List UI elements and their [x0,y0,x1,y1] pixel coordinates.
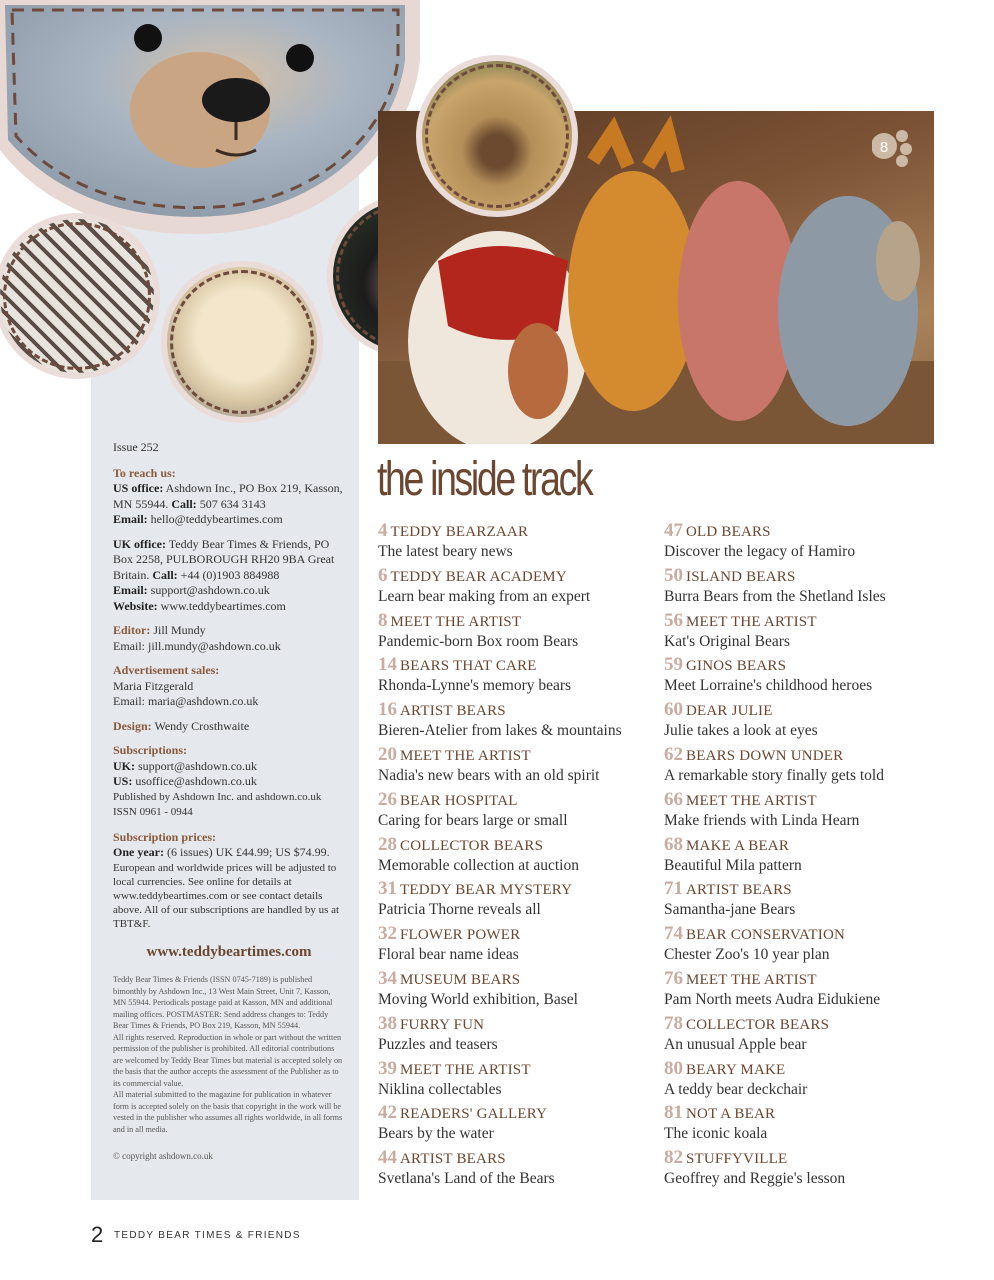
toc-description: The latest beary news [378,543,513,560]
toc-title: BEARY MAKE [686,1061,786,1078]
toc-page-number: 34 [378,967,397,989]
ads-name: Maria Fitzgerald [113,678,194,693]
toc-page-number: 42 [378,1102,397,1124]
toc-description: Meet Lorraine's childhood heroes [664,677,873,695]
one-year-label: One year: [113,845,164,859]
toc-title: DEAR JULIE [686,703,773,720]
uk-email-label: Email: [113,583,148,597]
toc-entry[interactable] [378,655,668,700]
toc-title: BEAR HOSPITAL [400,792,518,809]
editor-label: Editor: [113,623,151,637]
uk-office-label: UK office: [113,536,166,551]
toc-page-number: 8 [378,609,388,631]
ads-email[interactable]: Email: maria@ashdown.co.uk [113,694,259,708]
subs-heading: Subscriptions: [113,743,188,757]
toc-description: Pandemic-born Box room Bears [378,632,579,650]
toc-title: MEET THE ARTIST [686,792,817,809]
toc-page-number: 50 [664,564,683,586]
toc-title: TEDDY BEARZAAR [390,524,529,540]
toc-page-number: 47 [664,520,683,541]
toc-entry[interactable] [378,566,668,611]
toc-description: Beautiful Mila pattern [664,856,802,874]
toc-title: MEET THE ARTIST [390,613,522,630]
toc-entry[interactable] [378,700,668,745]
toc-page-number: 62 [664,743,683,765]
toc-entry[interactable] [664,835,954,880]
knit-bear-photo [0,213,160,379]
toc-page-number: 59 [664,654,683,676]
toc-title: MEET THE ARTIST [400,1061,531,1078]
editor-email[interactable]: Email: jill.mundy@ashdown.co.uk [113,638,281,653]
toc-left-column [378,521,668,1193]
legal-notice-1: Teddy Bear Times & Friends (ISSN 0745-7189) is published bimonthly by Ashdown Inc., 13 West Main Street, Unit 7, Kasson, MN 55944. Periodicals postage paid at Kasson, MN and additional mailing offices. POSTMASTER: Send address changes to: Teddy Bear Times & Friends, PO Box 219, Kasson, MN 55944. [113,975,333,1030]
toc-page-number: 6 [378,564,388,586]
toc-page-number: 82 [664,1147,683,1169]
toc-description: Puzzles and teasers [378,1035,498,1053]
toc-page-number: 14 [378,654,397,676]
uk-call-number: +44 (0)1903 884988 [180,567,280,582]
toc-entry[interactable] [664,1014,954,1059]
toc-title: READERS' GALLERY [400,1106,548,1123]
toc-entry[interactable] [664,969,954,1014]
toc-entry[interactable] [664,1059,954,1104]
toc-description: Geoffrey and Reggie's lesson [664,1170,846,1188]
us-call-label: Call: [171,496,197,511]
uk-office-text: Teddy Bear Times & Friends, PO Box 2258, PULBOROUGH RH20 9BA Great Britain. [113,536,335,582]
toc-entry[interactable] [664,1103,954,1148]
toc-page-number: 66 [664,788,683,810]
toc-description: Bieren-Atelier from lakes & mountains [378,722,622,740]
toc-description: Samantha-jane Bears [664,901,796,919]
toc-entry[interactable] [664,611,954,656]
published-by: Published by Ashdown Inc. and ashdown.co.uk ISSN 0961 - 0944 [113,790,322,818]
toc-title: BEARS DOWN UNDER [686,747,844,764]
uk-email[interactable]: support@ashdown.co.uk [150,583,270,597]
toc-description: Caring for bears large or small [378,811,568,829]
us-email[interactable]: hello@teddybeartimes.com [150,512,283,526]
us-office-label: US office: [113,481,164,495]
design-label: Design: [113,718,152,733]
paw-badge-icon [872,128,914,168]
toc-description: Bears by the water [378,1125,494,1143]
toc-entry[interactable] [378,1059,668,1104]
toc-page-number: 74 [664,923,683,945]
legal-notice-2: All rights reserved. Reproduction in whole or part without the written permission of the publisher is prohibited. All editorial contributions are welcomed by Teddy Bear Times but material is accepted solely on the basis that the author accepts the assessment of the Publisher as to its commercial value. [113,1032,343,1088]
toc-description: Rhonda-Lynne's memory bears [378,677,572,695]
toc-title: ARTIST BEARS [400,703,506,720]
toc-entry[interactable] [664,566,954,611]
toc-entry[interactable] [664,655,954,700]
subs-us-email[interactable]: usoffice@ashdown.co.uk [135,774,257,788]
toc-title: MAKE A BEAR [686,837,790,854]
toc-description: Nadia's new bears with an old spirit [378,766,600,784]
subs-uk-email[interactable]: support@ashdown.co.uk [138,758,258,773]
toc-entry[interactable] [378,1148,668,1193]
toc-page-number: 20 [378,743,397,765]
toc-page-number: 68 [664,833,683,855]
toc-page-number: 32 [378,923,397,945]
toc-description: A teddy bear deckchair [664,1080,808,1098]
us-email-label: Email: [113,512,148,526]
prices-note: European and worldwide prices will be adjusted to local currencies. See online for details at www.teddybeartimes.com or see contact details above. All of our subscriptions are handled by us at TBT&F. [113,861,340,930]
toc-page-number: 81 [664,1102,683,1124]
vintage-bear-photo [416,55,578,217]
toc-title: TEDDY BEAR ACADEMY [390,568,567,585]
toc-entry[interactable] [378,835,668,880]
magazine-name: TEDDY BEAR TIMES & FRIENDS [114,1230,301,1241]
toc-description: Svetlana's Land of the Bears [378,1170,555,1188]
toc-page-number: 4 [378,520,388,541]
toc-entry[interactable] [664,924,954,969]
toc-page-number: 39 [378,1057,397,1079]
toc-description: Patricia Thorne reveals all [378,901,541,919]
toc-page-number: 80 [664,1057,683,1079]
toc-entry[interactable] [664,790,954,835]
toc-entry[interactable] [664,745,954,790]
uk-call-label: Call: [152,567,178,582]
toc-title: MEET THE ARTIST [686,613,817,630]
design-name: Wendy Crosthwaite [154,718,250,733]
website-banner[interactable]: www.teddybeartimes.com [146,943,312,960]
toc-page-number: 26 [378,788,397,810]
toc-description: Moving World exhibition, Basel [378,990,578,1008]
subs-us-label: US: [113,774,133,788]
toc-description: Chester Zoo's 10 year plan [664,946,830,964]
toc-title: STUFFYVILLE [686,1151,788,1168]
masthead [113,440,345,1165]
toc-title: BEARS THAT CARE [400,658,537,675]
toc-title: ISLAND BEARS [686,568,796,585]
toc-title: ARTIST BEARS [400,1151,506,1168]
copyright: © copyright ashdown.co.uk [113,1151,213,1161]
toc-page-number: 76 [664,967,683,989]
us-office-text: Ashdown Inc., PO Box 219, Kasson, MN 55944. [113,481,343,511]
page-number: 2 [91,1222,104,1247]
toc-page-number: 71 [664,878,683,900]
toc-entry[interactable] [378,790,668,835]
toc-title: NOT A BEAR [686,1106,776,1123]
cream-bear-photo [161,261,323,423]
website-link[interactable]: www.teddybeartimes.com [160,598,286,613]
toc-page-number: 60 [664,699,683,721]
toc-entry[interactable] [378,969,668,1014]
toc-description: Memorable collection at auction [378,856,579,874]
toc-title: ARTIST BEARS [686,882,792,899]
toc-entry[interactable] [378,1014,668,1059]
prices-heading: Subscription prices: [113,829,217,844]
issue-number: Issue 252 [113,440,159,454]
toc-title: OLD BEARS [686,524,771,540]
toc-description: Niklina collectables [378,1080,502,1098]
toc-entry[interactable] [378,611,668,656]
toc-page-number: 28 [378,833,397,855]
bear-face-photo [0,0,420,240]
toc-title: MUSEUM BEARS [400,971,521,988]
toc-title: COLLECTOR BEARS [686,1016,830,1033]
toc-page-number: 78 [664,1012,683,1034]
toc-title: COLLECTOR BEARS [400,837,544,854]
toc-title: BEAR CONSERVATION [686,927,846,944]
toc-entry[interactable] [378,924,668,969]
toc-entry[interactable] [664,521,954,566]
toc-title: FURRY FUN [400,1016,485,1033]
ads-heading: Advertisement sales: [113,663,220,677]
toc-entry[interactable] [664,879,954,924]
toc-description: Julie takes a look at eyes [664,722,818,740]
toc-page-number: 31 [378,878,397,900]
page-title: the inside track [377,453,592,506]
toc-page-number: 38 [378,1012,397,1034]
toc-title: MEET THE ARTIST [686,971,817,988]
toc-description: A remarkable story finally gets told [664,766,884,784]
toc-title: MEET THE ARTIST [400,747,531,764]
toc-entry[interactable] [378,521,668,566]
toc-description: Floral bear name ideas [378,946,519,964]
one-year-price: (6 issues) UK £44.99; US $74.99. [166,845,330,859]
toc-title: GINOS BEARS [686,658,787,675]
us-call-number: 507 634 3143 [199,496,266,511]
toc-page-number: 44 [378,1147,397,1169]
toc-page-number: 16 [378,699,397,721]
toc-title: FLOWER POWER [400,927,521,944]
toc-description: Learn bear making from an expert [378,587,591,605]
toc-description: Burra Bears from the Shetland Isles [664,587,886,605]
toc-description: The iconic koala [664,1125,768,1143]
toc-title: TEDDY BEAR MYSTERY [400,882,573,899]
reach-heading: To reach us: [113,465,176,480]
legal-notice-3: All material submitted to the magazine for publication in whatever form is accepted solely on the basis that copyright in the work will be vested in the publisher who assumes all rights worldwide, in all forms and in all media. [113,1090,343,1134]
editor-name: Jill Mundy [153,623,206,637]
toc-entry[interactable] [378,1103,668,1148]
toc-description: An unusual Apple bear [664,1035,807,1053]
toc-description: Kat's Original Bears [664,632,790,650]
toc-entry[interactable] [378,745,668,790]
toc-page-number: 56 [664,609,683,631]
toc-description: Discover the legacy of Hamiro [664,543,856,560]
toc-description: Make friends with Linda Hearn [664,811,860,829]
toc-description: Pam North meets Audra Eidukiene [664,990,881,1008]
toc-right-column [664,521,954,1193]
toc-entry[interactable] [664,700,954,745]
toc-entry[interactable] [664,1148,954,1193]
badge-number: 8 [879,139,889,156]
toc-entry[interactable] [378,879,668,924]
website-label: Website: [113,598,158,613]
subs-uk-label: UK: [113,758,135,773]
